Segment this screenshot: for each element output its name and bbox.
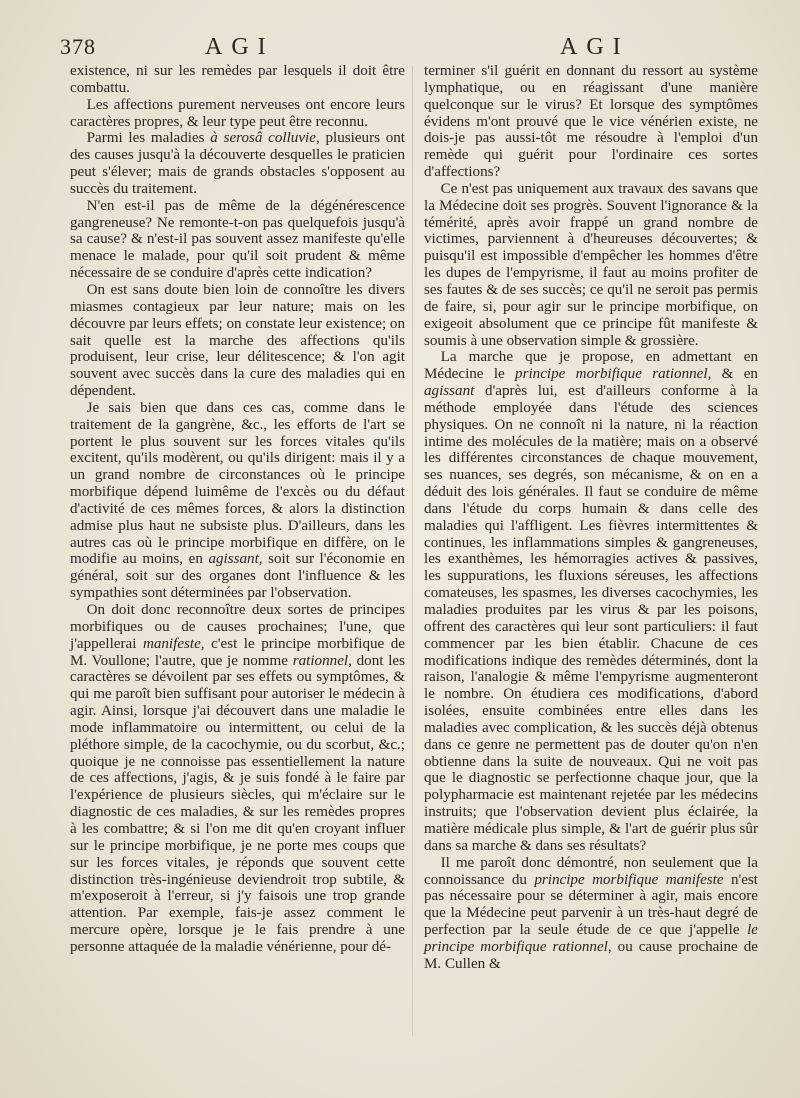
- paragraph: [424, 855, 758, 973]
- column-divider: [412, 66, 413, 1036]
- text-run: d'après lui, est d'ailleurs conforme à la méthode employée dans l'étude des sciences physiques. On ne connoît ni la nature, ni la réaction intime des molécules de la matière; mais on a observé les différentes circonstances de chaque mouvement, ses nuances, ses degrés, son mécanisme, & on en a déduit des lois générales. Il faut se conduire de même dans l'étude du corps humain & dans celle des maladies qui l'affligent. Les fièvres intermittentes & continues, les inflammations simples & gangreneuses, les exanthèmes, les hémorragies actives & passives, les suppurations, les fluxions séreuses, les affections comateuses, les spasmes, les diverses cacochymies, les maladies produites par les virus & par les poisons, offrent des caractères qui leur sont particuliers: il faut commencer par les bien établir. Chacune de ces modifications indique des remèdes déterminés, dont la raison, l'analogie & même l'empyrisme augmenteront le nombre. On étudiera ces modifications, d'abord isolées, ensuite combinées entre elles dans les maladies avec complication, & les succès déjà obtenus dans ce genre ne permettent pas de douter qu'on n'en obtienne dans la suite de nouveaux. Qui ne voit pas que le diagnostic se perfectionne chaque jour, que la polypharmacie est maintenant rejetée par les médecins instruits; que l'observation devient plus éclairée, la matière médicale plus simple, & l'art de guérir plus sûr dans sa marche & dans ses résultats?: [424, 383, 758, 854]
- text-run: , plusieurs ont des causes jusqu'à la découverte desquelles le praticien peut s'élever; mais de grands obstacles s'opposent au succès du traitement.: [70, 130, 405, 197]
- page-number: 378: [60, 34, 96, 59]
- text-run: terminer s'il guérit en donnant du ressort au système lymphatique, ou en réagissant d'une manière quelconque sur le virus? Et lorsque des symptômes évidens m'ont prouvé que le vice vénérien existe, ne dois-je pas aussi-tôt me résoudre à l'emploi d'un remède qui guérit pour l'ordinaire ces sortes d'affections?: [424, 63, 758, 181]
- italic-text: à serosâ colluvie: [210, 130, 316, 147]
- italic-text: principe morbifique rationnel: [515, 366, 708, 383]
- text-run: existence, ni sur les remèdes par lesquels il doit être combattu.: [70, 63, 405, 96]
- page-header: [60, 34, 760, 64]
- paragraph: [70, 198, 405, 282]
- paragraph: [70, 602, 405, 956]
- italic-text: agissant: [424, 383, 475, 400]
- text-run: , c'est le principe morbifique de M. Voullone; l'autre, que je nomme: [70, 635, 405, 669]
- left-column: [70, 63, 405, 956]
- right-column: [424, 63, 758, 973]
- paragraph: [70, 63, 405, 97]
- text-run: n'est pas nécessaire pour se déterminer à agir, mais encore que la Médecine peut parvenir à un très-haut degré de perfection par la seule étude de ce que j'appelle: [424, 871, 758, 939]
- text-run: Les affections purement nerveuses ont encore leurs caractères propres, & leur type peut être reconnu.: [70, 96, 405, 130]
- paragraph: [70, 400, 405, 602]
- paragraph: [424, 181, 758, 349]
- paragraph: [70, 97, 405, 131]
- text-run: Je sais bien que dans ces cas, comme dans le traitement de la gangrène, &c., les efforts de l'art se portent le plus souvent sur les forces vitales qu'ils excitent, qu'ils modèrent, ou qu'ils dirigent: mais il y a un grand nombre de circonstances où le principe morbifique dépend luimême de l'excès ou du défaut d'activité de ces mêmes forces, & alors la distinction admise plus haut ne subsiste plus. D'ailleurs, dans les autres cas où le principe morbifique en diffère, on le modifie au moins, en: [70, 399, 405, 568]
- text-run: Il me paroît donc démontré, non seulement que la connoissance du: [424, 854, 758, 888]
- text-run: On doit donc reconnoître deux sortes de principes morbifiques ou de causes prochaines; l'une, que j'appellerai: [70, 602, 405, 652]
- italic-text: le principe morbifique rationnel: [424, 922, 758, 955]
- running-head-right: AGI: [560, 34, 630, 60]
- italic-text: manifeste: [142, 635, 201, 652]
- text-run: On est sans doute bien loin de connoître les divers miasmes contagieux par leur nature; mais on les découvre par leurs effets; on constate leur existence; on sait quelle est la marche des affections qu'ils produisent, leur crise, leur délitescence; & l'on agit souvent avec succès dans la cure des maladies qui en dépendent.: [70, 281, 406, 400]
- italic-text: rationnel: [292, 652, 349, 669]
- italic-text: principe morbifique manifeste: [534, 871, 724, 888]
- text-run: , & en: [707, 366, 758, 383]
- text-run: , ou cause prochaine de M. Cullen &: [424, 938, 758, 972]
- text-run: Parmi les maladies: [86, 130, 211, 147]
- italic-text: agissant: [208, 551, 259, 568]
- paragraph: [70, 130, 405, 197]
- paragraph: [424, 63, 758, 181]
- text-run: Ce n'est pas uniquement aux travaux des savans que la Médecine doit ses progrès. Souvent l'ignorance & la témérité, après avoir frappé un grand nombre de victimes, parviennent à d'heureuses découvertes; & puisqu'il est impossible d'empêcher les hommes d'être les dupes de l'empyrisme, il faut au moins profiter de ses fautes & de ses succès; ce qu'il ne seroit pas permis de faire, si, pour agir sur le principe morbifique, on exigeoit absolument que ce principe fût manifeste & soumis à une observation simple & grossière.: [424, 180, 758, 349]
- paragraph: [70, 282, 405, 400]
- text-run: La marche que je propose, en admettant en Médecine le: [424, 349, 758, 383]
- text-run: N'en est-il pas de même de la dégénérescence gangreneuse? Ne remonte-t-on pas quelquefois jusqu'à sa cause? & n'est-il pas souvent assez manifeste qu'elle menace le malade, pour qu'il soit prudent & même nécessaire de se conduire d'après cette indication?: [70, 197, 405, 282]
- paragraph: [424, 349, 758, 854]
- text-run: , dont les caractères se dévoilent par ses effets ou symptômes, & qui me paroît bien suffisant pour autoriser le médecin à agir. Ainsi, lorsque j'ai découvert dans une maladie le mode inflammatoire ou intermittent, ou celui de la pléthore simple, de la cacochymie, ou du scorbut, &c.; quoique je ne connoisse pas essentiellement la nature de ces affections, j'agis, & je suis fondé à le faire par l'expérience de plusieurs siècles, qui m'éclaire sur le diagnostic de ces maladies, & sur les remèdes propres à les combattre; & si l'on me dit qu'en croyant influer sur le principe morbifique, je ne porte mes coups que sur les forces vitales, je réponds que souvent cette distinction très-ingénieuse deviendroit trop subtile, & m'exposeroit à l'erreur, si j'y faisois une trop grande attention. Par exemple, fais-je assez comment le mercure opère, lorsque je le fais prendre à une personne attaquée de la maladie vénérienne, pour dé-: [70, 652, 405, 955]
- text-run: , soit sur l'économie en général, soit sur des organes dont l'influence & les sympathies sont déterminées par l'observation.: [70, 551, 405, 602]
- running-head-left: AGI: [205, 34, 275, 60]
